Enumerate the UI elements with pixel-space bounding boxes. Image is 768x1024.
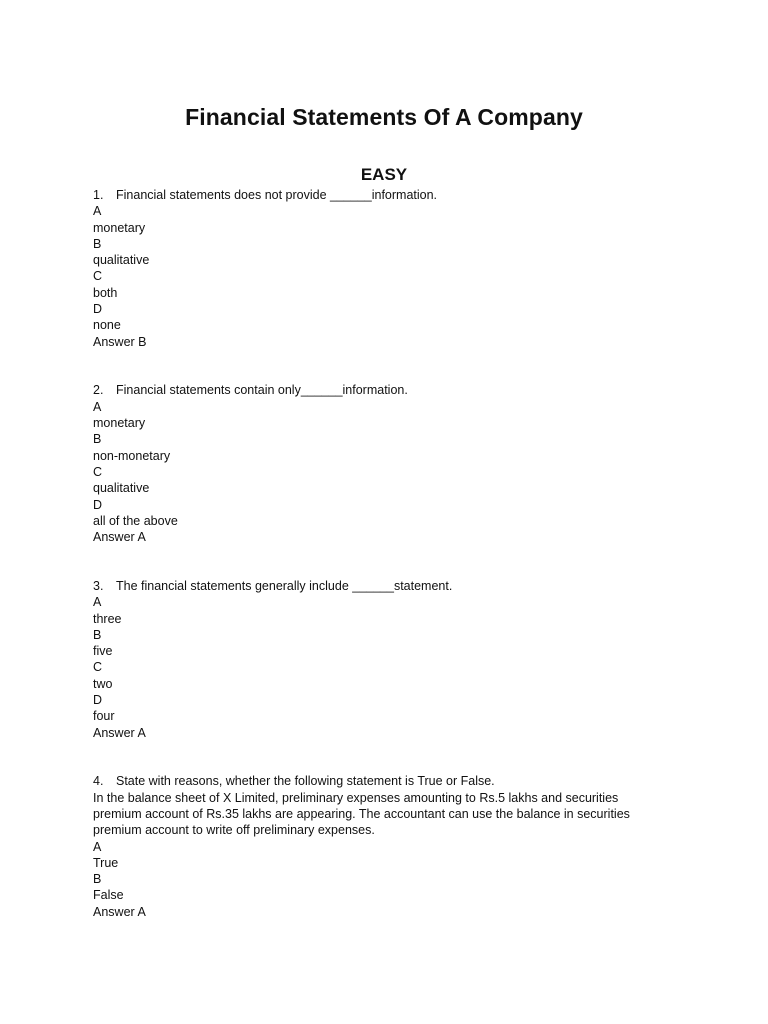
option-letter: C bbox=[93, 269, 103, 284]
question-stem bbox=[93, 578, 653, 594]
option-letter: B bbox=[93, 236, 102, 251]
section-heading: EASY bbox=[360, 165, 408, 184]
option-letter: B bbox=[93, 432, 102, 447]
option-text: qualitative bbox=[93, 481, 150, 496]
question-text: State with reasons, whether the following statement is True or False. bbox=[116, 774, 495, 789]
option-text: five bbox=[93, 644, 113, 659]
option-letter: D bbox=[93, 302, 103, 317]
question-3 bbox=[93, 578, 653, 741]
option-text: both bbox=[93, 285, 118, 300]
question-stem bbox=[93, 187, 653, 203]
option-letter: D bbox=[93, 497, 103, 512]
option-text: monetary bbox=[93, 220, 146, 235]
question-number: 2. bbox=[93, 383, 104, 398]
option-letter: A bbox=[93, 399, 102, 414]
question-text: Financial statements contain only______information. bbox=[116, 383, 408, 398]
option-text: three bbox=[93, 611, 122, 626]
question-detail: premium account to write off preliminary expenses. bbox=[93, 823, 375, 838]
answer-line: Answer B bbox=[93, 334, 147, 349]
option-text: False bbox=[93, 888, 124, 903]
option-letter: A bbox=[93, 839, 102, 854]
question-text: The financial statements generally include ______statement. bbox=[116, 578, 453, 593]
answer-line: Answer A bbox=[93, 904, 146, 919]
option-text: four bbox=[93, 709, 115, 724]
question-2 bbox=[93, 382, 653, 545]
option-letter: C bbox=[93, 660, 103, 675]
answer-line: Answer A bbox=[93, 725, 146, 740]
answer-line: Answer A bbox=[93, 530, 146, 545]
option-text: monetary bbox=[93, 416, 146, 431]
option-letter: A bbox=[93, 595, 102, 610]
question-number: 4. bbox=[93, 774, 104, 789]
question-list bbox=[93, 187, 653, 920]
question-1 bbox=[93, 187, 653, 350]
question-number: 1. bbox=[93, 188, 104, 202]
option-text: two bbox=[93, 676, 113, 691]
option-letter: C bbox=[93, 464, 103, 479]
option-text: all of the above bbox=[93, 513, 178, 528]
question-4 bbox=[93, 773, 653, 920]
option-letter: D bbox=[93, 693, 103, 708]
option-letter: A bbox=[93, 204, 102, 219]
question-detail: In the balance sheet of X Limited, preliminary expenses amounting to Rs.5 lakhs and securities bbox=[93, 790, 619, 805]
question-number: 3. bbox=[93, 578, 104, 593]
question-detail: premium account of Rs.35 lakhs are appearing. The accountant can use the balance in securities bbox=[93, 807, 630, 821]
option-text: none bbox=[93, 318, 121, 333]
question-stem bbox=[93, 773, 653, 789]
option-letter: B bbox=[93, 872, 102, 887]
document-title: Financial Statements Of A Company bbox=[185, 104, 583, 130]
option-letter: B bbox=[93, 627, 102, 642]
option-text: qualitative bbox=[93, 253, 150, 268]
question-stem bbox=[93, 382, 653, 398]
option-text: True bbox=[93, 855, 119, 870]
option-text: non-monetary bbox=[93, 448, 171, 463]
question-text: Financial statements does not provide ______information. bbox=[116, 188, 438, 202]
